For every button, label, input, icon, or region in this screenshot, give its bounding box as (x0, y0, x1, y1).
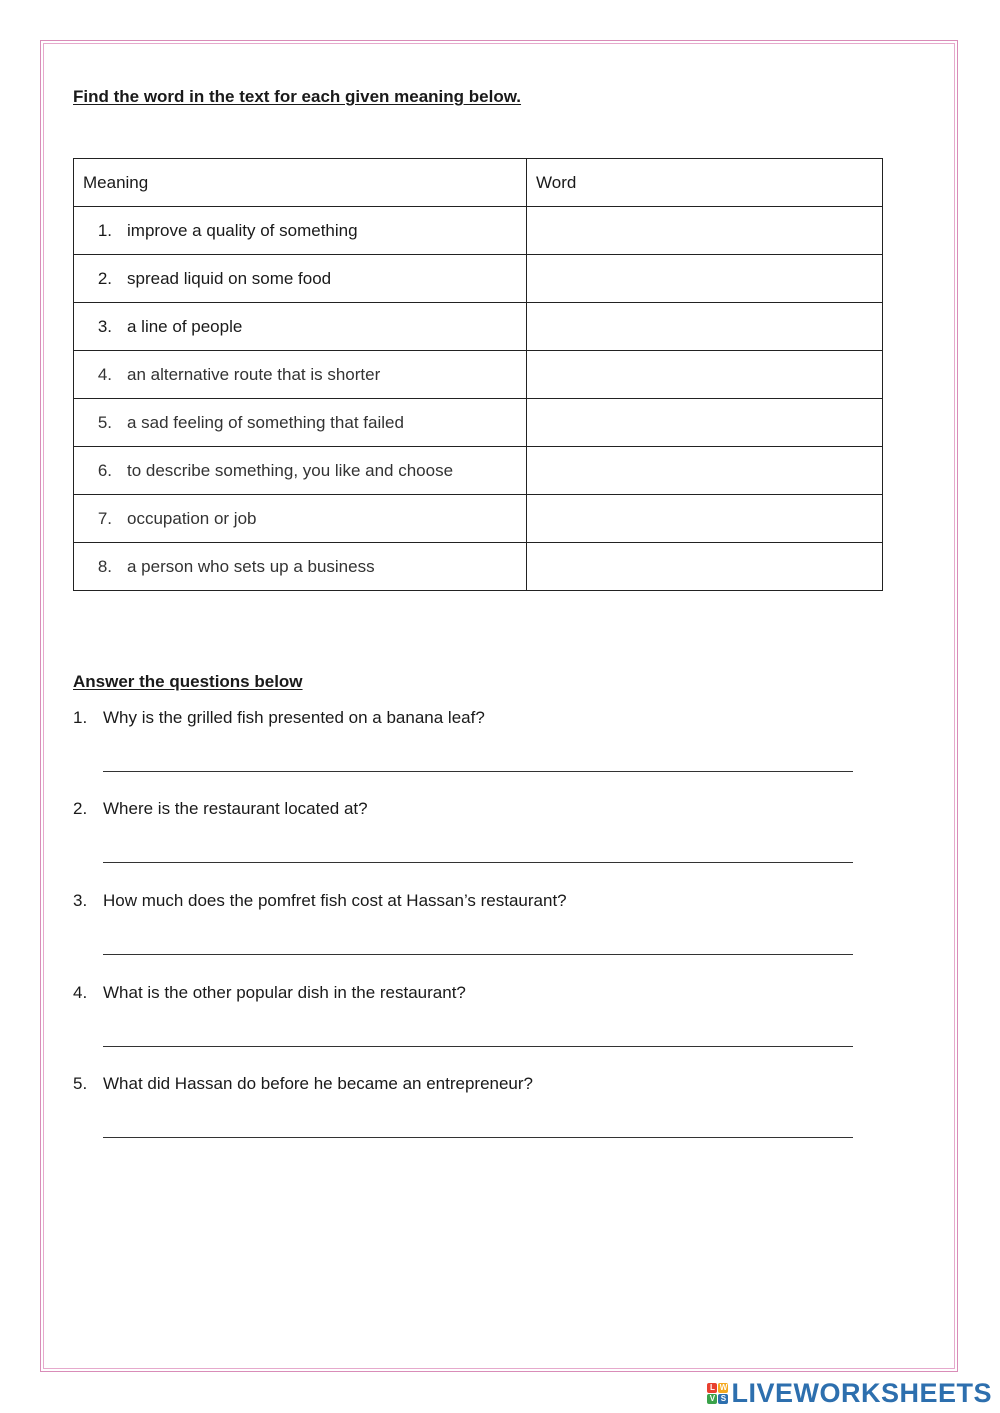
meaning-text: improve a quality of something (127, 220, 358, 240)
vocab-table (73, 158, 883, 591)
answer-line[interactable] (103, 954, 853, 955)
answer-line[interactable] (103, 1137, 853, 1138)
question-number: 4. (73, 983, 88, 1002)
question-item (73, 708, 873, 728)
question-text: What did Hassan do before he became an entrepreneur? (103, 1074, 533, 1093)
question-text: How much does the pomfret fish cost at Hassan’s restaurant? (103, 891, 567, 910)
word-answer-cell[interactable] (527, 255, 883, 303)
meaning-text: spread liquid on some food (127, 268, 332, 288)
word-answer-cell[interactable] (527, 543, 883, 591)
answer-line[interactable] (103, 1046, 853, 1047)
question-item (73, 891, 873, 911)
table-row (74, 447, 883, 495)
question-number: 3. (73, 891, 88, 910)
vocab-heading: Find the word in the text for each given meaning below. (73, 87, 522, 106)
meaning-text: an alternative route that is shorter (127, 364, 381, 384)
table-row (74, 255, 883, 303)
word-answer-cell[interactable] (527, 303, 883, 351)
table-row (74, 543, 883, 591)
row-number: 6. (97, 460, 112, 480)
row-number: 8. (97, 556, 112, 576)
question-text: What is the other popular dish in the restaurant? (103, 983, 466, 1002)
row-number: 2. (97, 268, 112, 288)
word-answer-cell[interactable] (527, 495, 883, 543)
logo-icon: L W V S (707, 1383, 728, 1404)
table-header-row (74, 159, 883, 207)
row-number: 1. (97, 220, 112, 240)
word-header: Word (536, 172, 577, 192)
question-number: 1. (73, 708, 88, 727)
question-number: 2. (73, 799, 88, 818)
answer-line[interactable] (103, 771, 853, 772)
meaning-header: Meaning (83, 172, 149, 192)
meaning-text: a sad feeling of something that failed (127, 412, 404, 432)
meaning-text: occupation or job (127, 508, 257, 528)
word-answer-cell[interactable] (527, 351, 883, 399)
word-answer-cell[interactable] (527, 207, 883, 255)
questions-heading: Answer the questions below (73, 672, 303, 691)
meaning-text: a line of people (127, 316, 243, 336)
meaning-text: a person who sets up a business (127, 556, 375, 576)
question-text: Why is the grilled fish presented on a banana leaf? (103, 708, 485, 727)
row-number: 3. (97, 316, 112, 336)
liveworksheets-logo (707, 1378, 992, 1409)
word-answer-cell[interactable] (527, 447, 883, 495)
row-number: 7. (97, 508, 112, 528)
table-row (74, 351, 883, 399)
question-item (73, 799, 873, 819)
table-row (74, 399, 883, 447)
logo-text: LIVEWORKSHEETS (731, 1378, 992, 1408)
row-number: 5. (97, 412, 112, 432)
word-answer-cell[interactable] (527, 399, 883, 447)
meaning-text: to describe something, you like and choose (127, 460, 454, 480)
question-number: 5. (73, 1074, 88, 1093)
question-item (73, 983, 873, 1003)
row-number: 4. (97, 364, 112, 384)
answer-line[interactable] (103, 862, 853, 863)
question-text: Where is the restaurant located at? (103, 799, 368, 818)
table-row (74, 495, 883, 543)
table-row (74, 207, 883, 255)
table-row (74, 303, 883, 351)
question-item (73, 1074, 873, 1094)
